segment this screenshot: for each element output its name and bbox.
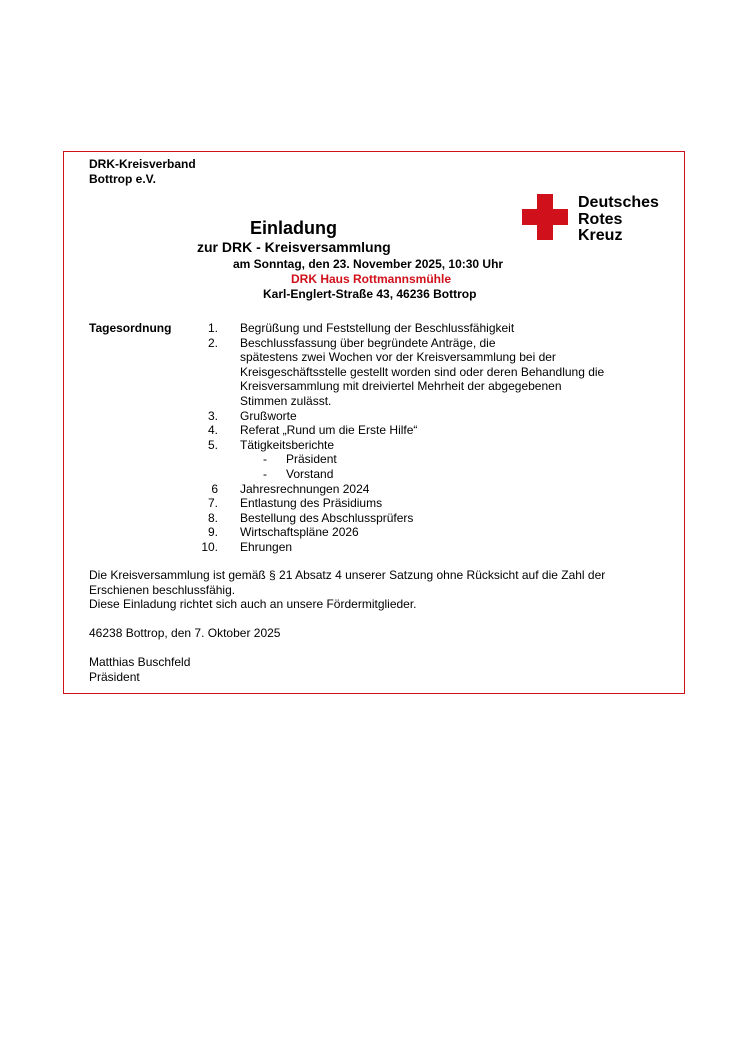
meeting-venue: DRK Haus Rottmannsmühle (291, 272, 452, 286)
place-and-date: 46238 Bottrop, den 7. Oktober 2025 (89, 626, 281, 640)
logo-wordmark: Deutsches Rotes Kreuz (578, 194, 659, 244)
invitation-subtitle: zur DRK - Kreisversammlung (197, 239, 391, 255)
red-cross-icon (522, 194, 568, 240)
signatory-title: Präsident (89, 670, 140, 684)
organization-name: DRK-Kreisverband Bottrop e.V. (89, 157, 196, 186)
quorum-note: Die Kreisversammlung ist gemäß § 21 Absatz 4 unserer Satzung ohne Rücksicht auf die Zahl der Erschienen beschlussfähig. Diese Einladung richtet sich auch an unsere Fördermitglieder. (89, 568, 606, 612)
meeting-date: am Sonntag, den 23. November 2025, 10:30 Uhr (233, 257, 504, 271)
signature-block (89, 655, 190, 685)
signatory-name: Matthias Buschfeld (89, 655, 191, 669)
invitation-title: Einladung (250, 218, 337, 238)
meeting-address: Karl-Englert-Straße 43, 46236 Bottrop (263, 287, 477, 301)
agenda-label: Tagesordnung (89, 321, 172, 335)
